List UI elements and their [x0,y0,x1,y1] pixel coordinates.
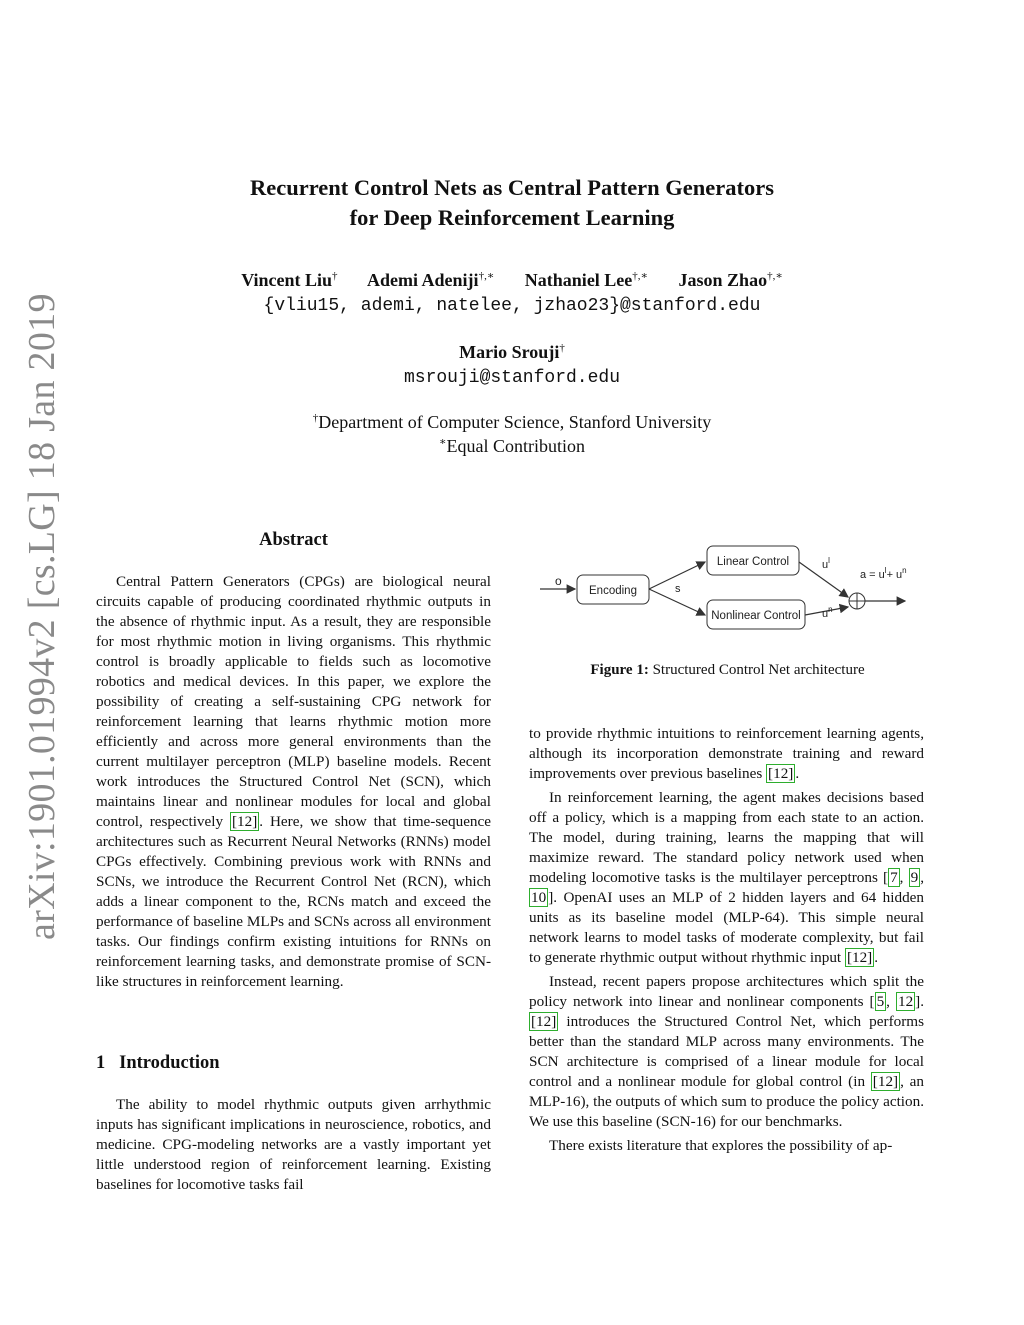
figure-label: Figure 1: [590,662,649,678]
citation-link[interactable]: [12] [872,1073,899,1090]
paragraph: There exists literature that explores the possibility of ap- [549,1137,893,1154]
citation-link[interactable]: 9 [910,869,919,886]
citation-link[interactable]: 5 [876,993,885,1010]
figure-caption [530,662,925,679]
author-emails: {vliu15, ademi, natelee, jzhao23}@stanford.edu [263,296,761,316]
abstract-heading: Abstract [259,530,328,550]
author-list [0,270,1024,291]
nonlinear-control-label: Nonlinear Control [711,610,801,622]
citation-link[interactable]: [12] [231,813,258,830]
abstract-body [96,572,491,996]
paper-title-line-1: Recurrent Control Nets as Central Pattern Generators [249,175,775,200]
linear-control-label: Linear Control [716,556,790,568]
citation-link[interactable]: [12] [531,1013,557,1030]
affiliation-mark: † [312,412,319,424]
paragraph: Instead, recent papers propose architectures which split the policy network into linear and nonlinear components [ 5 , 12 ]. [12] introduces the Structured Control Net, which performs better than the standard MLP across many environments. The SCN architecture is comprised of a linear module for local control and a nonlinear module for global control (in [12] , an MLP-16), the outputs of which sum to produce the policy action. We use this baseline (SCN-16) for our benchmarks. [529,973,925,1130]
citation-link[interactable]: 10 [531,889,547,906]
citation-link[interactable]: [12] [846,949,873,966]
arxiv-sidebar-identifier: arXiv:1901.01994v2 [cs.LG] 18 Jan 2019 [21,293,63,940]
encoding-label: Encoding [589,585,637,597]
nonlinear-output-label: $u^n$ [822,605,833,620]
equal-contribution-note [0,436,1024,457]
section-number: 1 [96,1053,106,1073]
author-marks: † [332,270,338,282]
linear-output-label: $u^l$ [822,556,830,571]
author-name: Ademi Adeniji [367,270,479,290]
paper-title-line-2: for Deep Reinforcement Learning [349,205,675,230]
author-marks: † [559,342,565,354]
author-marks: †,∗ [632,270,649,282]
author-name: Nathaniel Lee [524,270,633,290]
paragraph: The ability to model rhythmic outputs given arrhythmic inputs has significant implications in neuroscience, robotics, and medicine. CPG-modeling networks are a vastly important yet little understood region of reinforcement learning. Existing baselines for locomotive tasks fail [96,1096,491,1193]
affiliation [0,412,1024,433]
author-name: Vincent Liu [241,270,333,290]
right-column-body [529,724,924,1160]
figure-input-label: o [555,574,562,588]
affiliation-text: Department of Computer Science, Stanford University [318,412,712,432]
author-marks: †,∗ [478,270,495,282]
figure-caption-text: Structured Control Net architecture [652,662,865,678]
figure-structured-control-net [535,538,930,638]
equal-contribution-text: Equal Contribution [446,436,585,456]
paragraph: to provide rhythmic intuitions to reinforcement learning agents, although its incorporation demonstrate training and reward improvements over previous baselines [12] . [529,725,924,782]
author-5 [0,342,1024,363]
abstract-text: Central Pattern Generators (CPGs) are biological neural circuits capable of producing coordinated rhythmic outputs in the absence of rhythmic input. As a result, they are responsible for most rhythmic motion in living organisms. This rhythmic control is broadly applicable to fields such as locomotive robotics and medical devices. In this paper, we explore the possibility of creating a self-sustaining CPG network for reinforcement learning that learns rhythmic motion more efficiently and across more general environments than the current multilayer perceptron (MLP) baseline models. Recent work introduces the Structured Control Net (SCN), which maintains linear and nonlinear modules for local and global control, respectively [96,573,491,830]
paragraph: In reinforcement learning, the agent makes decisions based off a policy, which is a mapping from each state to an action. The model, during training, learns the mapping that will maximize reward. The standard policy network used when modeling locomotive tasks is the multilayer perceptrons [ 7 , 9 , 10 ]. OpenAI uses an MLP of 2 hidden layers and 64 hidden units as its baseline model (MLP-64). This simple neural network learns to model tasks of moderate complexity, but fail to generate rhythmic output without rhythmic input [12] . [529,789,924,966]
author-name: Mario Srouji [459,342,560,362]
author-marks: †,∗ [767,270,783,282]
section-heading-introduction [96,1053,220,1074]
abstract-text: . Here, we show that time-sequence architectures such as Recurrent Neural Networks (RNNs) model CPGs effectively. Combining previous work with RNNs and SCNs, we introduce the Recurrent Control Net (RCN), which adds a linear component to the, RCNs match and exceed the performance of baseline MLPs and SCNs across all environment tasks. Our findings confirm existing intuitions for RNNs on reinforcement learning tasks, and demonstrate promise of SCN-like structures in reinforcement learning. [96,813,492,990]
action-label: $a = u^l+ u^n$ [860,566,907,581]
equal-contribution-mark: ∗ [439,436,447,448]
citation-link[interactable]: 7 [890,869,898,886]
author-name: Jason Zhao [678,270,768,290]
author-5-email: msrouji@stanford.edu [403,368,621,388]
introduction-body [96,1095,491,1199]
citation-link[interactable]: [12] [768,765,794,782]
citation-link[interactable]: 12 [897,993,914,1010]
state-label: s [675,583,681,595]
section-title: Introduction [119,1053,220,1073]
